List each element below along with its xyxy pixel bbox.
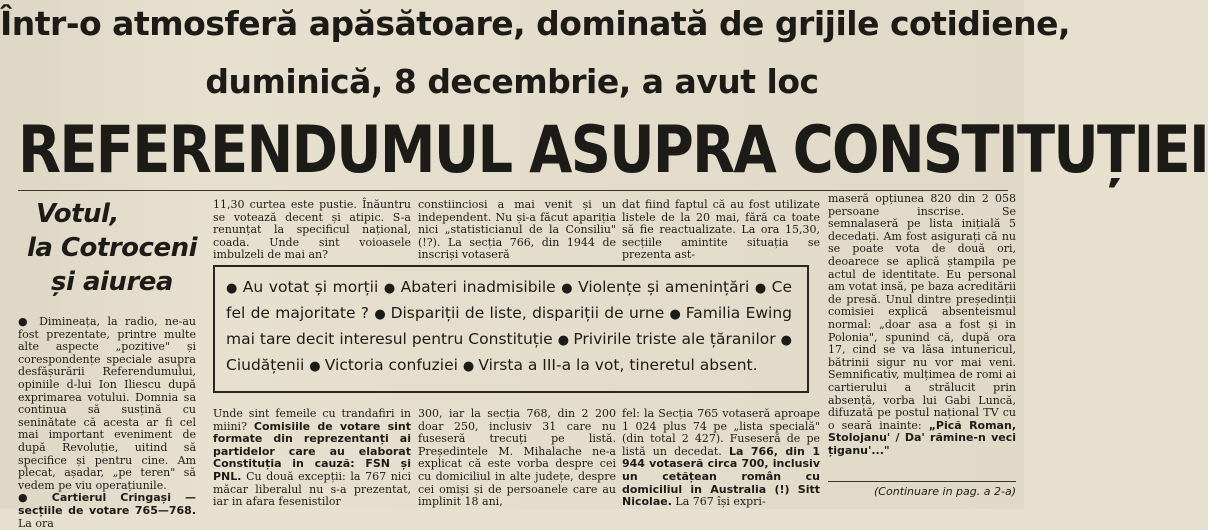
box-item: Ciudățenii [226,356,305,374]
bullet-icon: ● [754,281,772,296]
bullet-icon: ● [383,281,401,296]
box-item: Abateri inadmisibile [400,278,556,296]
bold-text: La 766, din 1 944 votaseră circa 700, inclusiv un cetățean român cu domiciliul in Australia (!) Sitt Nicolae. [622,444,820,509]
text-run: La ora [18,516,54,530]
sidebar-title-line: la Cotroceni [26,233,198,263]
box-item: Victoria confuziei [324,356,458,374]
box-item: Violențe și amenințări [578,278,750,296]
sidebar-title [24,197,200,299]
box-item: Dispariții de liste, dispariții de urne [390,304,665,322]
text-run: Unde sint femeile cu trandafiri in miini? [213,407,411,433]
bold-text: Comisiile de votare sint formate din reprezentanți ai partidelor care au elaborat Constituția in cauză: FSN și PNL. [213,419,411,483]
sidebar-title-line: și aiurea [51,267,173,297]
sidebar-article-text [18,315,196,530]
paragraph [18,492,196,530]
continuation-note: (Continuare in pag. a 2-a) [874,485,1016,498]
quoted-song: „Pică Roman, Stolojanu' / Da' rămine-n veci țiganu'..." [828,418,1016,457]
headline-rule [18,190,1008,191]
column-2-bottom [213,408,411,508]
bullet-icon: ● [669,307,686,322]
box-item: Privirile triste ale țăranilor [573,330,776,348]
footer-rule [828,481,1016,482]
column-4-top: dat fiind faptul că au fost utilizate listele de la 20 mai, fără ca toate să fie reactualizate. La ora 15,30, secțiile amintite situația se prezenta ast- [622,198,820,262]
headline: REFERENDUMUL ASUPRA CONSTITUȚIEI [18,113,1208,188]
summary-box-items [226,275,792,379]
bullet-icon: ● [561,281,579,296]
kicker-line-2: duminică, 8 decembrie, a avut loc [205,62,819,101]
bullet-icon: ● [374,307,391,322]
column-2-top: 11,30 curtea este pustie. Înăuntru se votează decent și atipic. S-a renunțat la specificul național, coada. Unde sint voioasele imbulzeli de mai an? [213,198,411,262]
bullet-icon: ● [226,281,243,296]
box-item: Virsta a III-a la vot, tineretul absent. [478,356,758,374]
box-item: Familia Ewing mai tare decit interesul pentru Constituție [226,304,793,348]
summary-box [213,265,809,393]
box-item: Ce fel de majoritate ? [226,278,792,322]
column-3-top: constiinciosi a mai venit și un independent. Nu și-a făcut apariția nici „statisticianul de la Consiliu" (!?). La secția 766, din 1944 de inscriși votaseră [418,198,616,262]
kicker-line-1: Într-o atmosferă apăsătoare, dominată de grijile cotidiene, [0,4,1070,43]
paragraph: ● Dimineața, la radio, ne-au fost prezentate, printre multe alte aspecte „pozitive" și corespondențe speciale asupra desfășurării Referendumului, opiniile d-lui Ion Iliescu după exprimarea votului. Domnia sa continua să susțină cu seninătate că acesta ar fi cel mai important eveniment de după Revoluție, uitind să specifice și pentru cine. Am plecat, așadar, „pe teren" să vedem pe viu operațiunile. [18,315,196,492]
subheading: ● Cartierul Cringași — secțiile de votare 765—768. [18,491,196,517]
text-run: fel: la Secția 765 votaseră aproape 1 024 plus 74 pe „lista specială" (din total 2 427). Fuseseră de pe listă un decedat. [622,407,820,458]
bullet-icon: ● [309,359,325,374]
bullet-icon: ● [557,333,574,348]
box-item: Au votat și morții [242,278,379,296]
text-run: Cu două excepții: la 767 nici măcar liberalul nu s-a prezentat, iar in afara fesenistilor [213,469,411,509]
column-4-bottom [622,408,820,508]
sidebar-title-line: Votul, [36,199,119,229]
right-column [828,193,1016,479]
text-run: maseră opțiunea 820 din 2 058 persoane inscrise. Se semnalaseră pe lista inițială 5 decedați. Am fost asigurați că nu se poate vota de două ori, deoarece se aplică ștampila pe actul de identitate. Eu personal am votat insă, pe baza acreditării de presă. Unul dintre președinții comisiei explică absenteismul normal: „doar asa a fost și in Polonia", spunind că, după ora 17, cind se va lăsa intunericul, bătrinii sigur nu vor mai veni. Semnificativ, mulțimea de romi ai cartierului a strălucit prin absență, vorba lui Gabi Luncă, difuzată pe postul național TV cu o seară inainte: [828,192,1016,432]
bullet-icon: ● [780,333,792,348]
bullet-icon: ● [462,359,479,374]
column-3-bottom: 300, iar la secția 768, din 2 200 doar 250, inclusiv 31 care nu fuseseră trecuți pe listă. Președintele M. Mihalache ne-a explicat că este vorba despre cei cu domiciliul in alte județe, despre cei omiși și de persoanele care au implinit 18 ani, [418,407,616,509]
text-run: La 767 își expri- [671,495,766,509]
